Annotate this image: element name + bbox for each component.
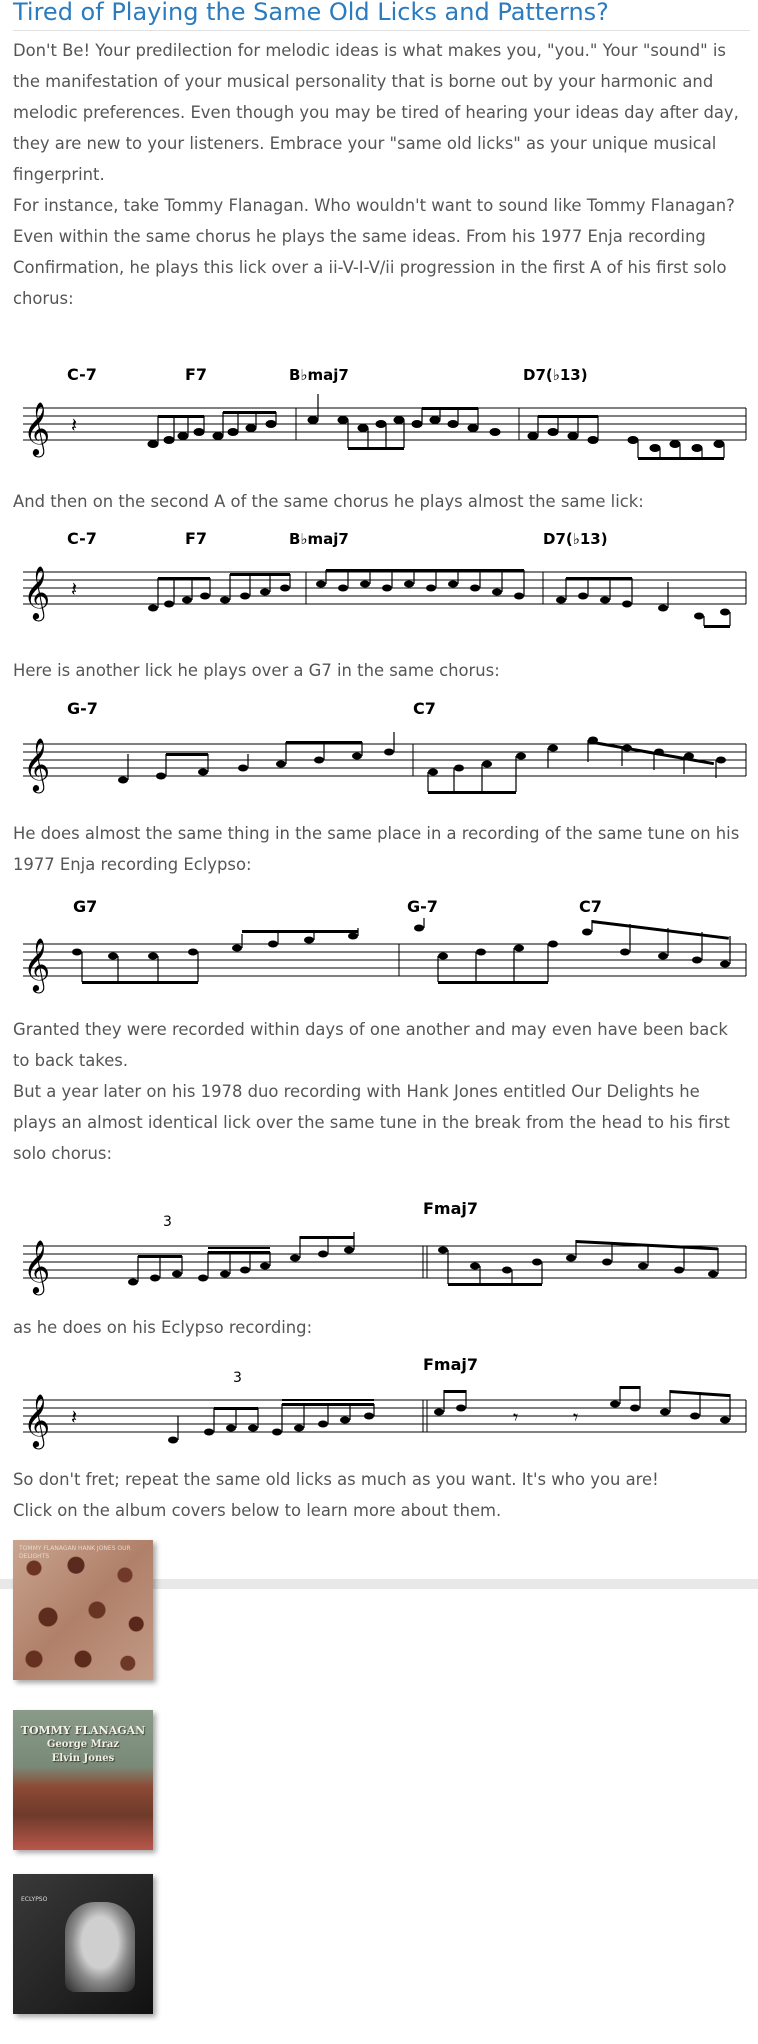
music-example-2: [13, 522, 750, 644]
music-example-4: [13, 890, 750, 1018]
paragraph-g7-lick: Here is another lick he plays over a G7 in the same chorus:: [13, 661, 500, 680]
chord-symbol: G7: [73, 897, 98, 916]
page-title: Tired of Playing the Same Old Licks and Patterns?: [13, 0, 609, 26]
title-divider: [13, 30, 750, 31]
paragraph-click-covers: Click on the album covers below to learn more about them.: [13, 1501, 502, 1520]
album-cover-our-delights[interactable]: [13, 1540, 153, 1680]
staff-ex4: [13, 890, 750, 1018]
music-example-3: [13, 692, 750, 816]
album-cover-confirmation[interactable]: [13, 1710, 153, 1850]
svg-text:𝄾: 𝄾: [573, 1405, 579, 1429]
album-cover-sideman: George Mraz: [46, 1739, 120, 1750]
paragraph-intro: Don't Be! Your predilection for melodic ideas is what makes you, "you." Your "sound" is the manifestation of your musical personality that is borne out by your harmonic and melodic preferences. Even though you may be tired of hearing your ideas day after day, they are new to your listeners. Embrace your "same old licks" as your unique musical fingerprint.: [13, 41, 739, 184]
album-cover-sideman: Elvin Jones: [51, 1753, 115, 1764]
treble-clef-icon: 𝄞: [23, 565, 51, 619]
treble-clef-icon: 𝄞: [23, 1393, 51, 1447]
staff-ex5: [13, 1196, 750, 1316]
treble-clef-icon: 𝄞: [23, 737, 51, 791]
chord-symbol: C-7: [67, 529, 97, 548]
svg-text:𝄽: 𝄽: [71, 577, 78, 601]
staff-ex3: [13, 692, 750, 816]
svg-text:𝄾: 𝄾: [513, 1405, 519, 1429]
paragraph-year-later: But a year later on his 1978 duo recording with Hank Jones entitled Our Delights he plays an almost identical lick over the same tune in the break from the head to his first solo chorus:: [13, 1082, 730, 1163]
chord-symbol: C-7: [67, 365, 97, 384]
chord-symbol: F7: [185, 529, 208, 548]
paragraph-second-a: And then on the second A of the same chorus he plays almost the same lick:: [13, 492, 644, 511]
chord-symbol: C7: [413, 699, 436, 718]
staff-ex2: [13, 522, 750, 644]
chord-symbol: B♭maj7: [289, 530, 349, 548]
music-example-6: [13, 1350, 750, 1468]
chord-symbol: F7: [185, 365, 208, 384]
music-example-5: [13, 1196, 750, 1316]
chord-symbol: B♭maj7: [289, 366, 349, 384]
staff-ex6: [13, 1350, 750, 1468]
chord-symbol: G-7: [67, 699, 98, 718]
treble-clef-icon: 𝄞: [23, 401, 51, 455]
svg-text:𝄽: 𝄽: [71, 1405, 78, 1429]
album-cover-artist: TOMMY FLANAGAN: [20, 1724, 146, 1737]
paragraph-instance: For instance, take Tommy Flanagan. Who wouldn't want to sound like Tommy Flanagan? Even within the same chorus he plays the same ideas. From his 1977 Enja recording Confirmation, he plays this lick over a ii-V-I-V/ii progression in the first A of his first solo chorus:: [13, 196, 735, 308]
paragraph-eclypso: He does almost the same thing in the same place in a recording of the same tune on his 1977 Enja recording Eclypso:: [13, 824, 740, 874]
album-cover-title: TOMMY FLANAGAN HANK JONES OUR DELIGHTS: [19, 1545, 131, 1560]
staff-ex1: [13, 358, 750, 470]
chord-symbol: Fmaj7: [423, 1355, 479, 1374]
chord-symbol: D7(♭13): [523, 366, 588, 384]
treble-clef-icon: 𝄞: [23, 937, 51, 991]
paragraph-granted: Granted they were recorded within days of one another and may even have been back to back takes.: [13, 1020, 728, 1070]
treble-clef-icon: 𝄞: [23, 1239, 51, 1293]
album-cover-title: ECLYPSO: [21, 1896, 48, 1903]
triplet-mark: 3: [233, 1370, 242, 1386]
chord-symbol: C7: [579, 897, 602, 916]
triplet-mark: 3: [163, 1214, 172, 1230]
chord-symbol: Fmaj7: [423, 1199, 479, 1218]
portrait-photo: [65, 1902, 135, 1992]
svg-text:𝄽: 𝄽: [71, 413, 78, 437]
chord-symbol: G-7: [407, 897, 438, 916]
music-example-1: [13, 358, 750, 470]
paragraph-dont-fret: So don't fret; repeat the same old licks as much as you want. It's who you are!: [13, 1470, 659, 1489]
paragraph-as-eclypso: as he does on his Eclypso recording:: [13, 1318, 313, 1337]
album-cover-eclypso[interactable]: [13, 1874, 153, 2014]
chord-symbol: D7(♭13): [543, 530, 608, 548]
